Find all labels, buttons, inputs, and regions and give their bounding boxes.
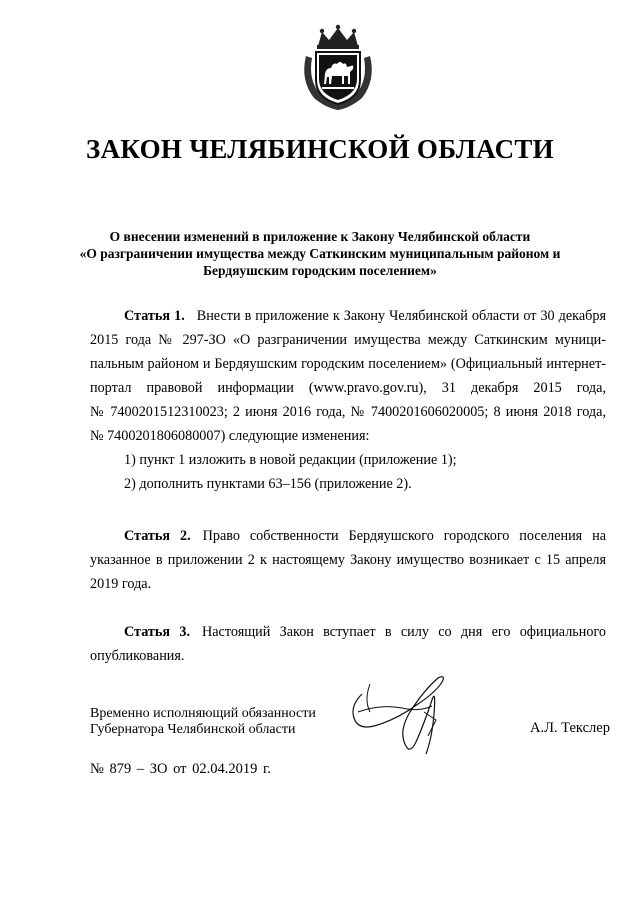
article-line <box>90 524 606 548</box>
article-line: 2019 года. <box>90 576 152 592</box>
article-line <box>90 620 606 644</box>
position-line: Губернатора Челябинской области <box>90 722 296 737</box>
article-line: 2015 года № 297-ЗО «О разграничении имущества между Саткинским муници- <box>90 332 606 348</box>
list-item: 1) пункт 1 изложить в новой редакции (приложение 1); <box>124 452 457 468</box>
registration-number: № 879 – ЗО от 02.04.2019 г. <box>90 761 271 777</box>
list-item: 2) дополнить пунктами 63–156 (приложение 2). <box>124 476 412 492</box>
position-line: Временно исполняющий обязанности <box>90 706 316 721</box>
handwritten-signature <box>340 654 460 764</box>
subtitle-line: Бердяушским городским поселением» <box>203 263 437 278</box>
article-line <box>90 304 606 328</box>
article-text: Настоящий Закон вступает в силу со дня его официального <box>202 624 606 640</box>
article-label: Статья 3. <box>124 624 191 640</box>
subtitle-line: «О разграничении имущества между Саткинским муниципальным районом и <box>79 246 561 261</box>
article-line: № 7400201512310023; 2 июня 2016 года, № 7400201606020005; 8 июня 2018 года, <box>90 404 606 420</box>
article-line: указанное в приложении 2 к настоящему Закону имущество возникает с 15 апреля <box>90 552 606 568</box>
article-2 <box>90 524 606 596</box>
signer-name: А.Л. Текслер <box>530 720 610 736</box>
article-line: опубликования. <box>90 648 185 664</box>
article-text: Право собственности Бердяушского городского поселения на <box>202 528 606 544</box>
law-subtitle <box>70 228 570 279</box>
article-line: № 7400201806080007) следующие изменения: <box>90 428 370 444</box>
signatory-position <box>90 706 316 738</box>
article-line: пальным районом и Бердяушским городским поселением» (Официальный интернет- <box>90 356 606 372</box>
coat-of-arms-emblem <box>296 24 380 112</box>
article-text: Внести в приложение к Закону Челябинской области от 30 декабря <box>196 308 606 324</box>
law-title: ЗАКОН ЧЕЛЯБИНСКОЙ ОБЛАСТИ <box>86 134 554 164</box>
article-1 <box>90 304 606 496</box>
article-line: портал правовой информации (www.pravo.gov.ru), 31 декабря 2015 года, <box>90 380 606 396</box>
article-label: Статья 1. <box>124 308 185 324</box>
subtitle-line: О внесении изменений в приложение к Закону Челябинской области <box>109 229 531 244</box>
article-label: Статья 2. <box>124 528 191 544</box>
